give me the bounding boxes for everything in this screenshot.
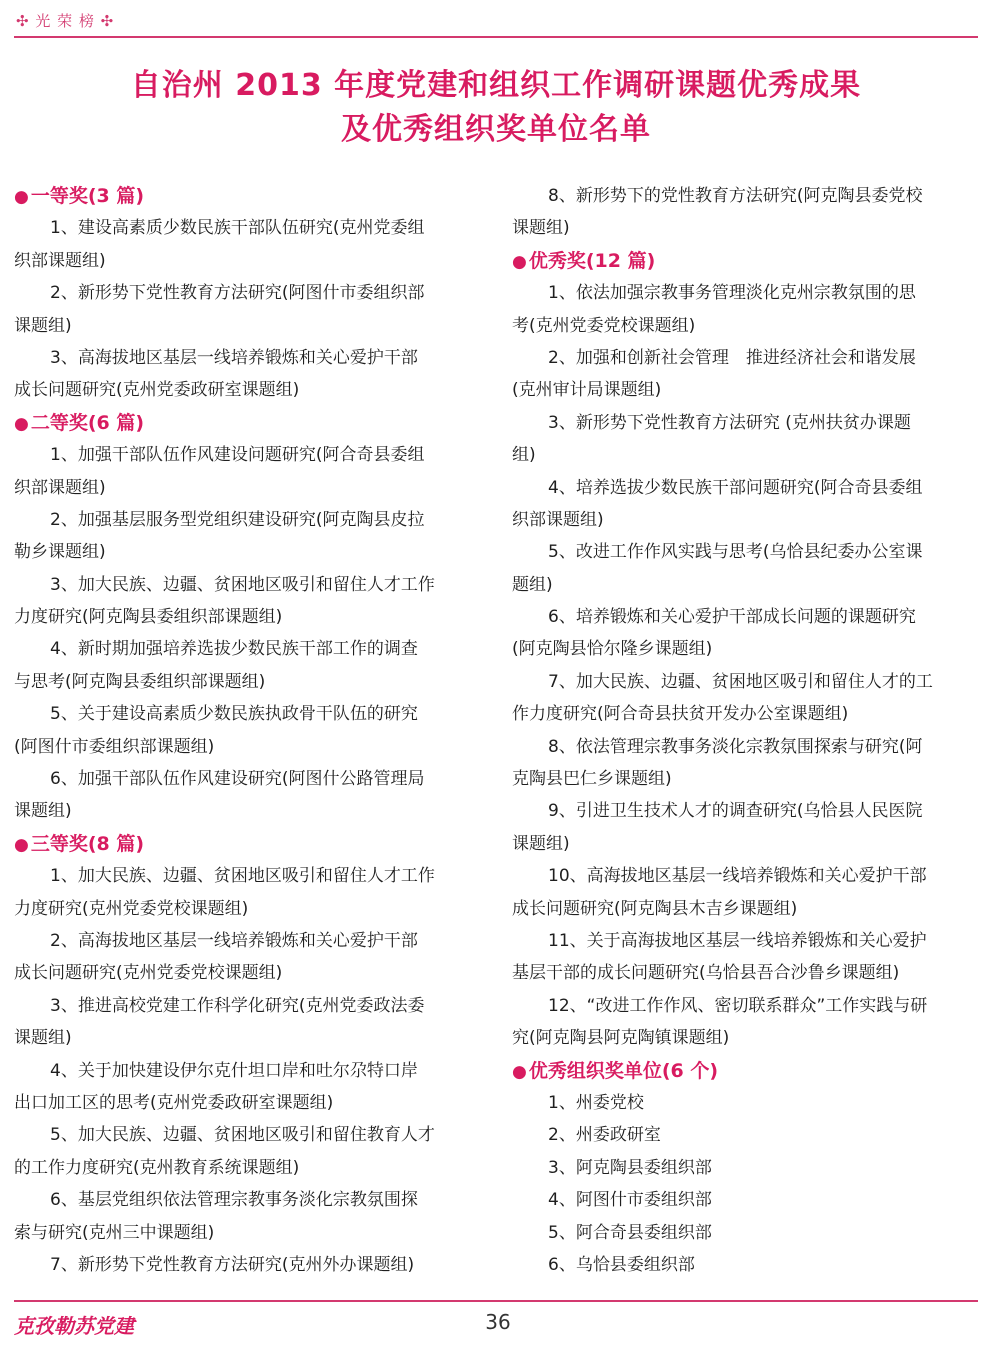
- entry-line: 6、乌恰县委组织部: [548, 1254, 695, 1275]
- entry-continuation: 成长问题研究(克州党委党校课题组): [14, 963, 283, 984]
- page-header: [14, 6, 978, 40]
- entry-continuation: 成长问题研究(阿克陶县木吉乡课题组): [512, 898, 798, 919]
- award-heading: [14, 828, 492, 860]
- entry-line: 3、高海拔地区基层一线培养锻炼和关心爱护干部: [50, 347, 418, 368]
- entry-continuation: 课题组): [512, 833, 570, 854]
- award-heading-text: 三等奖(8 篇): [30, 832, 145, 855]
- entry-line: 1、依法加强宗教事务管理淡化克州宗教氛围的思: [548, 283, 916, 304]
- award-heading-text: 优秀组织奖单位(6 个): [528, 1059, 719, 1082]
- entry-continuation: 课题组): [512, 218, 570, 239]
- entry-line: 2、高海拔地区基层一线培养锻炼和关心爱护干部: [50, 930, 418, 951]
- section-tag: ✣ 光 荣 榜 ✣: [16, 12, 115, 30]
- entry-line: 2、加强基层服务型党组织建设研究(阿克陶县皮拉: [50, 509, 425, 530]
- entry-line: 5、阿合奇县委组织部: [548, 1222, 712, 1243]
- page-number: 36: [485, 1310, 511, 1334]
- award-heading-text: 优秀奖(12 篇): [528, 249, 656, 272]
- entry-line: 6、基层党组织依法管理宗教事务淡化宗教氛围探: [50, 1190, 418, 1211]
- entry-continuation: (阿图什市委组织部课题组): [14, 736, 215, 757]
- bullet-icon: ●: [512, 1061, 527, 1082]
- publication-brand: 克孜勒苏党建: [14, 1314, 134, 1338]
- entry-line: 12、“改进工作作风、密切联系群众”工作实践与研: [548, 995, 928, 1016]
- title-line-1: 自治州 2013 年度党建和组织工作调研课题优秀成果: [130, 68, 862, 103]
- entry-continuation: 题组): [512, 574, 553, 595]
- entry-line: 4、新时期加强培养选拔少数民族干部工作的调查: [50, 639, 418, 660]
- entry-line: 2、新形势下党性教育方法研究(阿图什市委组织部: [50, 283, 425, 304]
- left-column: [14, 180, 492, 1281]
- award-heading: [512, 245, 990, 277]
- entry-continuation: 索与研究(克州三中课题组): [14, 1222, 215, 1243]
- entry-line: 4、培养选拔少数民族干部问题研究(阿合奇县委组: [548, 477, 923, 498]
- entry-line: 1、加大民族、边疆、贫困地区吸引和留住人才工作: [50, 866, 435, 887]
- entry-continuation: 勒乡课题组): [14, 542, 106, 563]
- entry-line: 2、加强和创新社会管理 推进经济社会和谐发展: [548, 347, 916, 368]
- entry-continuation: 究(阿克陶县阿克陶镇课题组): [512, 1028, 730, 1049]
- entry-line: 9、引进卫生技术人才的调查研究(乌恰县人民医院: [548, 801, 923, 822]
- entry-line: 8、新形势下的党性教育方法研究(阿克陶县委党校: [548, 186, 923, 206]
- award-heading-text: 二等奖(6 篇): [30, 411, 145, 434]
- entry-line: 1、州委党校: [548, 1092, 644, 1113]
- entry-line: 5、加大民族、边疆、贫困地区吸引和留住教育人才: [50, 1125, 435, 1146]
- entry-continuation: 织部课题组): [512, 509, 604, 530]
- title-line-2: 及优秀组织奖单位名单: [341, 112, 651, 147]
- bullet-icon: ●: [14, 187, 29, 207]
- entry-continuation: 织部课题组): [14, 250, 106, 271]
- entry-line: 8、依法管理宗教事务淡化宗教氛围探索与研究(阿: [548, 736, 923, 757]
- entry-continuation: 出口加工区的思考(克州党委政研室课题组): [14, 1092, 334, 1113]
- entry-continuation: 课题组): [14, 1028, 72, 1049]
- bullet-icon: ●: [14, 413, 29, 434]
- award-heading: [14, 407, 492, 439]
- bullet-icon: ●: [512, 251, 527, 272]
- entry-continuation: 基层干部的成长问题研究(乌恰县吾合沙鲁乡课题组): [512, 963, 900, 984]
- entry-continuation: 织部课题组): [14, 477, 106, 498]
- entry-line: 5、关于建设高素质少数民族执政骨干队伍的研究: [50, 704, 418, 725]
- entry-line: 6、加强干部队伍作风建设研究(阿图什公路管理局: [50, 769, 425, 790]
- entry-line: 4、阿图什市委组织部: [548, 1190, 712, 1211]
- entry-line: 7、加大民族、边疆、贫困地区吸引和留住人才的工: [548, 671, 933, 692]
- entry-line: 7、新形势下党性教育方法研究(克州外办课题组): [50, 1254, 415, 1275]
- entry-continuation: 的工作力度研究(克州教育系统课题组): [14, 1157, 300, 1178]
- footer-divider: [14, 1300, 978, 1302]
- right-column: [512, 180, 990, 1281]
- entry-line: 1、建设高素质少数民族干部队伍研究(克州党委组: [50, 218, 425, 239]
- entry-line: 2、州委政研室: [548, 1125, 661, 1146]
- award-heading-text: 一等奖(3 篇): [30, 185, 145, 207]
- header-divider: [14, 36, 978, 38]
- entry-continuation: 课题组): [14, 801, 72, 822]
- entry-line: 3、阿克陶县委组织部: [548, 1157, 712, 1178]
- entry-line: 3、加大民族、边疆、贫困地区吸引和留住人才工作: [50, 574, 435, 595]
- entry-continuation: 作力度研究(阿合奇县扶贫开发办公室课题组): [512, 704, 849, 725]
- entry-line: 10、高海拔地区基层一线培养锻炼和关心爱护干部: [548, 866, 927, 887]
- entry-continuation: 克陶县巴仁乡课题组): [512, 769, 672, 790]
- entry-continuation: (阿克陶县恰尔隆乡课题组): [512, 639, 713, 660]
- entry-line: 5、改进工作作风实践与思考(乌恰县纪委办公室课: [548, 542, 923, 563]
- page-title: [0, 64, 992, 152]
- award-heading: [14, 180, 492, 212]
- entry-line: 11、关于高海拔地区基层一线培养锻炼和关心爱护: [548, 930, 927, 951]
- bullet-icon: ●: [14, 834, 29, 855]
- entry-continuation: 组): [512, 445, 536, 466]
- entry-line: 3、新形势下党性教育方法研究 (克州扶贫办课题: [548, 412, 911, 433]
- entry-continuation: 力度研究(阿克陶县委组织部课题组): [14, 607, 283, 628]
- entry-line: 1、加强干部队伍作风建设问题研究(阿合奇县委组: [50, 445, 425, 466]
- page-footer: [14, 1296, 978, 1346]
- entry-continuation: 课题组): [14, 315, 72, 336]
- entry-continuation: 力度研究(克州党委党校课题组): [14, 898, 249, 919]
- entry-line: 4、关于加快建设伊尔克什坦口岸和吐尔尕特口岸: [50, 1060, 418, 1081]
- entry-continuation: 与思考(阿克陶县委组织部课题组): [14, 671, 266, 692]
- entry-continuation: (克州审计局课题组): [512, 380, 662, 401]
- award-heading: [512, 1055, 990, 1087]
- entry-line: 3、推进高校党建工作科学化研究(克州党委政法委: [50, 995, 425, 1016]
- entry-continuation: 考(克州党委党校课题组): [512, 315, 696, 336]
- entry-continuation: 成长问题研究(克州党委政研室课题组): [14, 380, 300, 401]
- entry-line: 6、培养锻炼和关心爱护干部成长问题的课题研究: [548, 607, 916, 628]
